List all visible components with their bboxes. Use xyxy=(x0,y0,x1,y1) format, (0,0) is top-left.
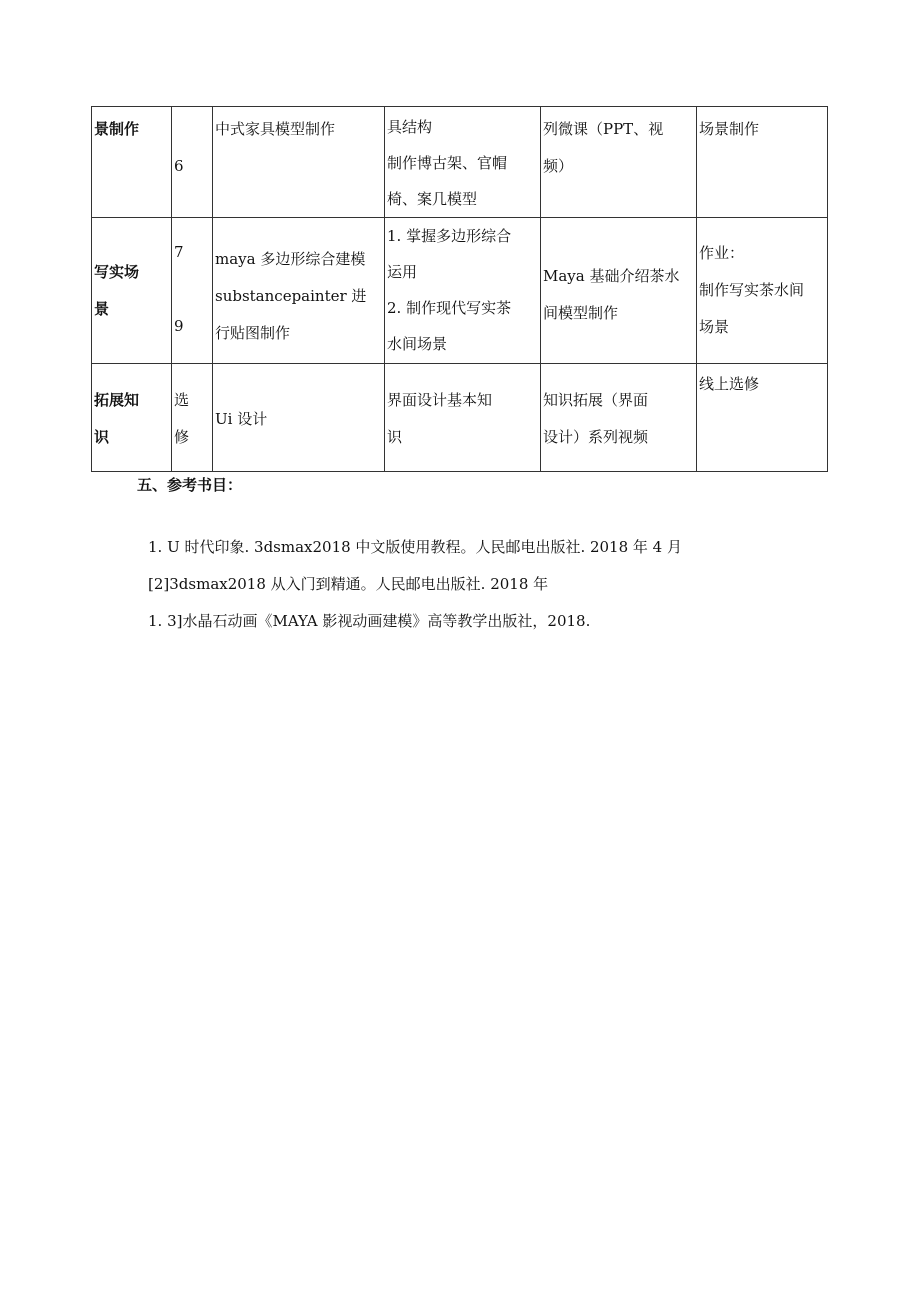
row1-objectives-line: 具结构 xyxy=(387,118,433,136)
row1-hours-line: 6 xyxy=(174,157,184,175)
row2-objectives xyxy=(384,217,540,363)
row2-content xyxy=(212,217,384,363)
row2-objectives-line: 运用 xyxy=(387,263,418,281)
row1-hours xyxy=(171,106,212,217)
row1-resources-line: 频） xyxy=(543,157,574,175)
row3-hours xyxy=(171,363,212,472)
row3-objectives-line: 识 xyxy=(387,428,403,446)
row2-resources-line: Maya 基础介绍茶水 xyxy=(543,267,680,285)
row1-objectives xyxy=(384,106,540,217)
row1-content xyxy=(212,106,384,217)
row1-objectives-line: 制作博古架、官帽 xyxy=(387,154,508,172)
row2-content-line: maya 多边形综合建模 xyxy=(215,250,366,268)
row2-hours xyxy=(171,217,212,363)
reference-item: [2]3dsmax2018 从入门到精通。人民邮电出版社. 2018 年 xyxy=(148,575,549,593)
row3-objectives-line: 界面设计基本知 xyxy=(387,391,493,409)
row1-resources-line: 列微课（PPT、视 xyxy=(543,120,664,138)
row1-category-line: 景制作 xyxy=(94,120,140,138)
row2-category xyxy=(91,217,171,363)
row1-objectives-line: 椅、案几模型 xyxy=(387,190,478,208)
row2-resources-line: 间模型制作 xyxy=(543,304,619,322)
row1-category xyxy=(91,106,171,217)
row3-hours-line: 修 xyxy=(174,428,190,446)
row2-assessment-line: 场景 xyxy=(699,318,730,336)
section-heading: 五、参考书目： xyxy=(137,476,243,494)
row2-hours-line: 9 xyxy=(174,317,184,335)
reference-item: 1. U 时代印象. 3dsmax2018 中文版使用教程。人民邮电出版社. 2018 年 4 月 xyxy=(148,538,682,556)
row2-objectives-line: 2. 制作现代写实茶 xyxy=(387,299,512,317)
row2-content-line: 行贴图制作 xyxy=(215,324,291,342)
row3-resources-line: 设计）系列视频 xyxy=(543,428,649,446)
row2-objectives-line: 水间场景 xyxy=(387,335,448,353)
row3-content xyxy=(212,363,384,472)
row2-assessment-line: 制作写实茶水间 xyxy=(699,281,805,299)
row3-hours-line: 选 xyxy=(174,391,190,409)
row2-hours-line: 7 xyxy=(174,243,184,261)
row1-assessment xyxy=(696,106,828,217)
row3-assessment xyxy=(696,363,828,472)
row3-assessment-line: 线上选修 xyxy=(699,375,760,393)
row3-resources-line: 知识拓展（界面 xyxy=(543,391,649,409)
row2-assessment-line: 作业： xyxy=(699,244,745,262)
row3-objectives xyxy=(384,363,540,472)
row3-content-line: Ui 设计 xyxy=(215,410,268,428)
row2-objectives-line: 1. 掌握多边形综合 xyxy=(387,227,512,245)
row1-hours-line xyxy=(174,111,212,148)
row1-content-line: 中式家具模型制作 xyxy=(215,120,336,138)
row3-resources xyxy=(540,363,696,472)
row2-assessment xyxy=(696,217,828,363)
row1-assessment-line: 场景制作 xyxy=(699,120,760,138)
row2-hours-line xyxy=(174,271,212,308)
row2-category-line: 景 xyxy=(94,300,110,318)
row2-content-line: substancepainter 进 xyxy=(215,287,367,305)
row3-category xyxy=(91,363,171,472)
course-table xyxy=(91,106,828,472)
row3-category-line: 识 xyxy=(94,428,110,446)
row1-resources xyxy=(540,106,696,217)
row3-category-line: 拓展知 xyxy=(94,391,140,409)
row2-category-line: 写实场 xyxy=(94,263,140,281)
reference-item: 1. 3]水晶石动画《MAYA 影视动画建模》高等教学出版社，2018. xyxy=(148,612,591,630)
row2-resources xyxy=(540,217,696,363)
